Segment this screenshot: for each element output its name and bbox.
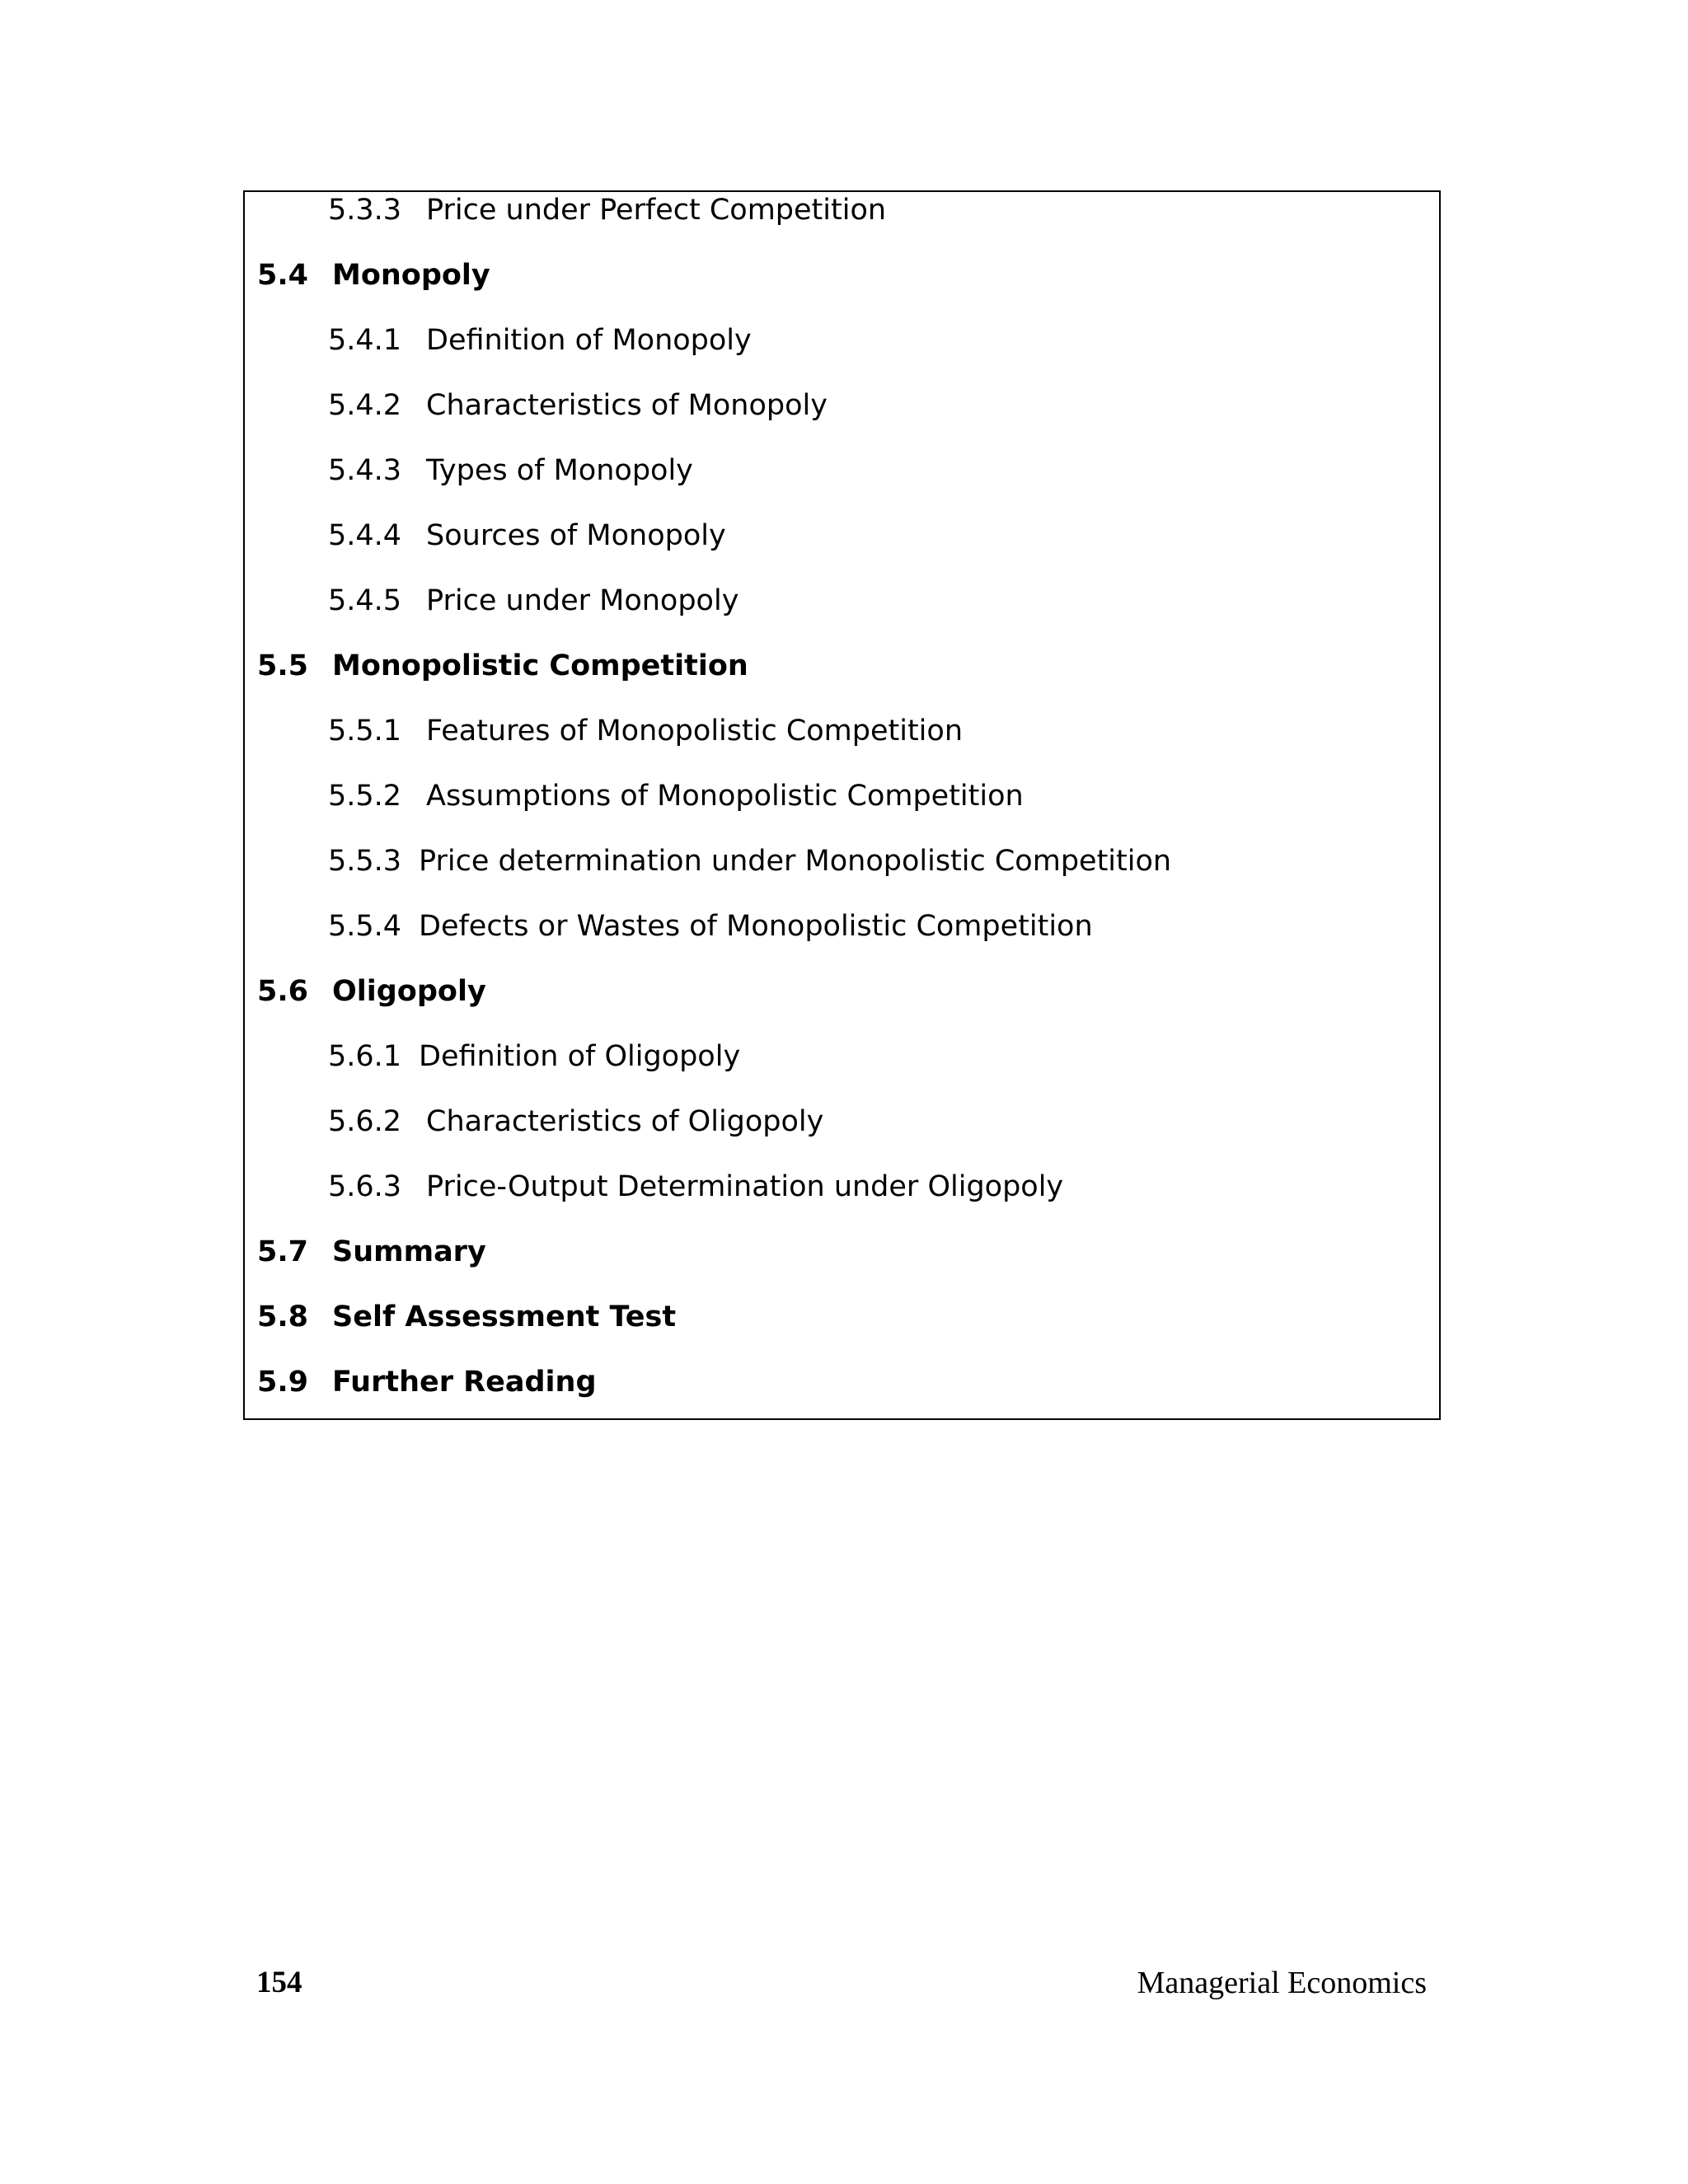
toc-entry-title: Oligopoly: [332, 975, 486, 1008]
page-number: 154: [256, 1966, 302, 1999]
toc-entry-number: 5.4: [257, 259, 309, 292]
toc-entry-title: Monopoly: [332, 259, 490, 292]
toc-entry-title: Definition of Monopoly: [426, 324, 752, 357]
toc-entry-number: 5.6.2: [328, 1105, 402, 1138]
toc-entry-title: Definition of Oligopoly: [419, 1040, 741, 1073]
toc-entry-title: Characteristics of Monopoly: [426, 389, 828, 422]
toc-entry-number: 5.4.5: [328, 584, 402, 617]
toc-entry-number: 5.9: [257, 1366, 309, 1399]
toc-entry-title: Features of Monopolistic Competition: [426, 715, 964, 748]
toc-entry-number: 5.3.3: [328, 194, 402, 227]
toc-entry-title: Characteristics of Oligopoly: [426, 1105, 824, 1138]
toc-entry-title: Monopolistic Competition: [332, 649, 748, 682]
toc-entry-title: Defects or Wastes of Monopolistic Competition: [419, 910, 1093, 943]
table-of-contents-box: [243, 190, 1441, 1420]
running-footer-title: Managerial Economics: [1137, 1966, 1427, 2000]
toc-entry-number: 5.4.1: [328, 324, 402, 357]
toc-entry-title: Further Reading: [332, 1366, 597, 1399]
toc-entry-number: 5.6: [257, 975, 309, 1008]
toc-entry-title: Price under Perfect Competition: [426, 194, 887, 227]
toc-entry-title: Types of Monopoly: [426, 454, 693, 487]
toc-entry-number: 5.5.2: [328, 780, 402, 813]
toc-entry-number: 5.5.3: [328, 845, 402, 878]
toc-entry-title: Price-Output Determination under Oligopoly: [426, 1170, 1064, 1203]
toc-entry-number: 5.6.3: [328, 1170, 402, 1203]
toc-entry-number: 5.7: [257, 1235, 309, 1268]
toc-entry-number: 5.4.3: [328, 454, 402, 487]
toc-entry-number: 5.5.4: [328, 910, 402, 943]
toc-entry-number: 5.5: [257, 649, 309, 682]
toc-entry-number: 5.8: [257, 1301, 309, 1333]
toc-entry-number: 5.5.1: [328, 715, 402, 748]
toc-entry-title: Price under Monopoly: [426, 584, 739, 617]
toc-entry-number: 5.4.2: [328, 389, 402, 422]
toc-entry-title: Self Assessment Test: [332, 1301, 677, 1333]
toc-entry-number: 5.6.1: [328, 1040, 402, 1073]
toc-entry-number: 5.4.4: [328, 519, 402, 552]
toc-entry-title: Summary: [332, 1235, 486, 1268]
toc-entry-title: Assumptions of Monopolistic Competition: [426, 780, 1024, 813]
toc-entry-title: Sources of Monopoly: [426, 519, 726, 552]
toc-entry-title: Price determination under Monopolistic Competition: [419, 845, 1172, 878]
